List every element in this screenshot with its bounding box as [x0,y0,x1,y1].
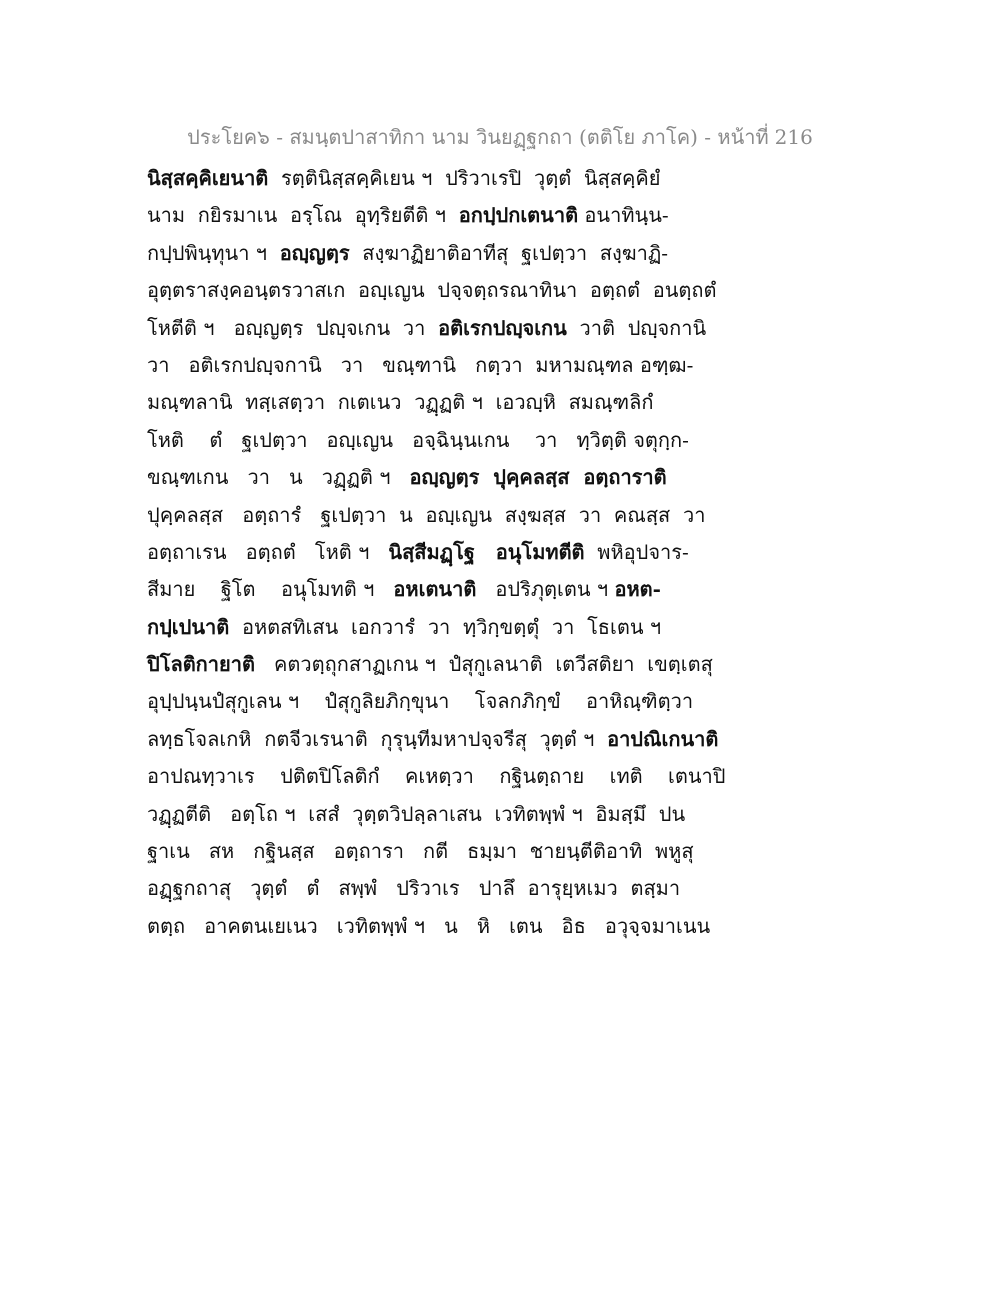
text-line [147,497,707,534]
text-line [147,721,719,758]
text-segment: กปฺปพินฺทุนา ฯ [147,240,280,265]
text-segment: ปุคฺคลสฺส อตฺถารํ ฐเปตฺวา น อญฺเญน สงฺฆสฺส วา คณสฺส วา [147,502,706,527]
text-line [147,683,707,720]
text-line [147,534,707,571]
headword: อกปฺปกเตนาติ [458,203,579,228]
headword: อญฺญตฺร [279,240,350,265]
page-number: 216 [774,125,813,149]
text-line [147,310,707,347]
text-line [147,908,711,945]
text-line [147,384,707,421]
text-line [147,347,707,384]
headword: นิสฺสีมฏฺโฐ อนุโมทตีติ [388,539,585,564]
text-line [147,833,707,870]
text-line [147,870,707,907]
headword: อติเรกปญฺจเกน [438,315,567,340]
headword: ปิโลติกายาติ [147,652,255,677]
headword: อญฺญตฺร ปุคฺคลสฺส อตฺถาราติ [409,465,667,490]
text-segment: ฐาเน สห กฐินสฺส อตฺถารา กตี ธมฺมา ชายนฺตีติอาทิ พหูสุ [147,839,694,864]
text-segment: สงฺฆาฏิยาติอาทีสุ ฐเปตฺวา สงฺฆาฏิ- [349,240,669,265]
text-line [147,235,707,272]
text-segment: ขณฺฑเกน วา น วฏฺฏติ ฯ [147,465,410,490]
text-line [147,758,726,795]
headword: อาปณิเกนาติ [607,726,719,751]
headword: อหเตนาติ [393,577,477,602]
text-segment: มณฺฑลานิ ทสฺเสตฺวา กเตเนว วฏฺฏติ ฯ เอวญฺหิ สมณฺฑลิกํ [147,390,654,415]
text-segment: อาปณทฺวาเร ปติตปิโลติกํ คเหตฺวา กฐินตฺถาย เทติ เตนาปิ [147,764,726,789]
text-segment: คตวตฺถุกสาฏเกน ฯ ปํสุกูเลนาติ เตวีสติยา เขตฺเตสุ [254,652,713,677]
text-segment: ลทฺธโจลเกหิ กตจีวเรนาติ กุรุนฺทีมหาปจฺจรีสุ วุตฺตํ ฯ [147,726,608,751]
text-segment: อุตฺตราสงฺคอนฺตรวาสเก อญฺเญน ปจฺจตฺถรณาทินา อตฺถตํ อนตฺถตํ [147,278,717,303]
page-header [0,121,1000,153]
text-segment: อนาทินฺน- [578,203,669,228]
text-line [147,609,707,646]
headword: กปฺเปนาติ [147,614,230,639]
text-line [147,796,707,833]
text-line [147,160,707,197]
text-segment: นาม กยิรมาเน อรฺโณ อุทฺริยตีติ ฯ [147,203,459,228]
text-segment: โหตีติ ฯ อญฺญตฺร ปญฺจเกน วา [147,315,439,340]
text-segment: อฏฺฐกถาสุ วุตฺตํ ตํ สพฺพํ ปริวาเร ปาลึ อารุยฺหเมว ตสฺมา [147,876,681,901]
header-title: ประโยค๖ - สมนฺตปาสาทิกา นาม วินยฏฺฐกถา (ตติโย ภาโค) - หน้าที่ [187,125,769,149]
text-segment: อปริภุตฺเตน ฯ [476,577,615,602]
text-line [147,272,717,309]
text-segment: รตฺตินิสฺสคฺคิเยน ฯ ปริวาเรปิ วุตฺตํ นิสฺสคฺคิยํ [268,166,661,190]
text-line [147,646,713,683]
text-segment: ตตฺถ อาคตนเยเนว เวทิตพฺพํ ฯ น หิ เตน อิธ อวุจฺจมาเนน [147,913,711,938]
body-text [147,160,726,945]
text-segment: อตฺถาเรน อตฺถตํ โหติ ฯ [147,539,389,564]
text-segment: อหตสทิเสน เอกวารํ วา ทฺวิกฺขตฺตุํ วา โธเตน ฯ [229,614,662,639]
headword: อหต- [614,577,661,602]
text-segment: โหติ ตํ ฐเปตฺวา อญฺเญน อจฺฉินฺนเกน วา ทฺวิตฺติ จตุกฺก- [147,427,689,452]
text-line [147,459,707,496]
text-segment: พหิอุปจาร- [584,539,689,564]
text-segment: วาติ ปญฺจกานิ [566,315,707,340]
headword: นิสฺสคฺคิเยนาติ [147,166,269,190]
text-line [147,422,707,459]
text-segment: วา อติเรกปญฺจกานิ วา ขณฺฑานิ กตฺวา มหามณฺฑล อฑฺฒ- [147,352,694,377]
text-line [147,571,707,608]
text-line [147,197,707,234]
text-segment: อุปฺปนฺนปํสุกูเลน ฯ ปํสุกูลิยภิกฺขุนา โจลกภิกฺขํ อาหิณฺฑิตฺวา [147,689,694,714]
text-segment: วฏฺฏตีติ อตฺโถ ฯ เสสํ วุตฺตวิปลฺลาเสน เวทิตพฺพํ ฯ อิมสฺมึ ปน [147,801,686,826]
text-segment: สีมาย ฐิโต อนุโมทติ ฯ [147,577,394,602]
